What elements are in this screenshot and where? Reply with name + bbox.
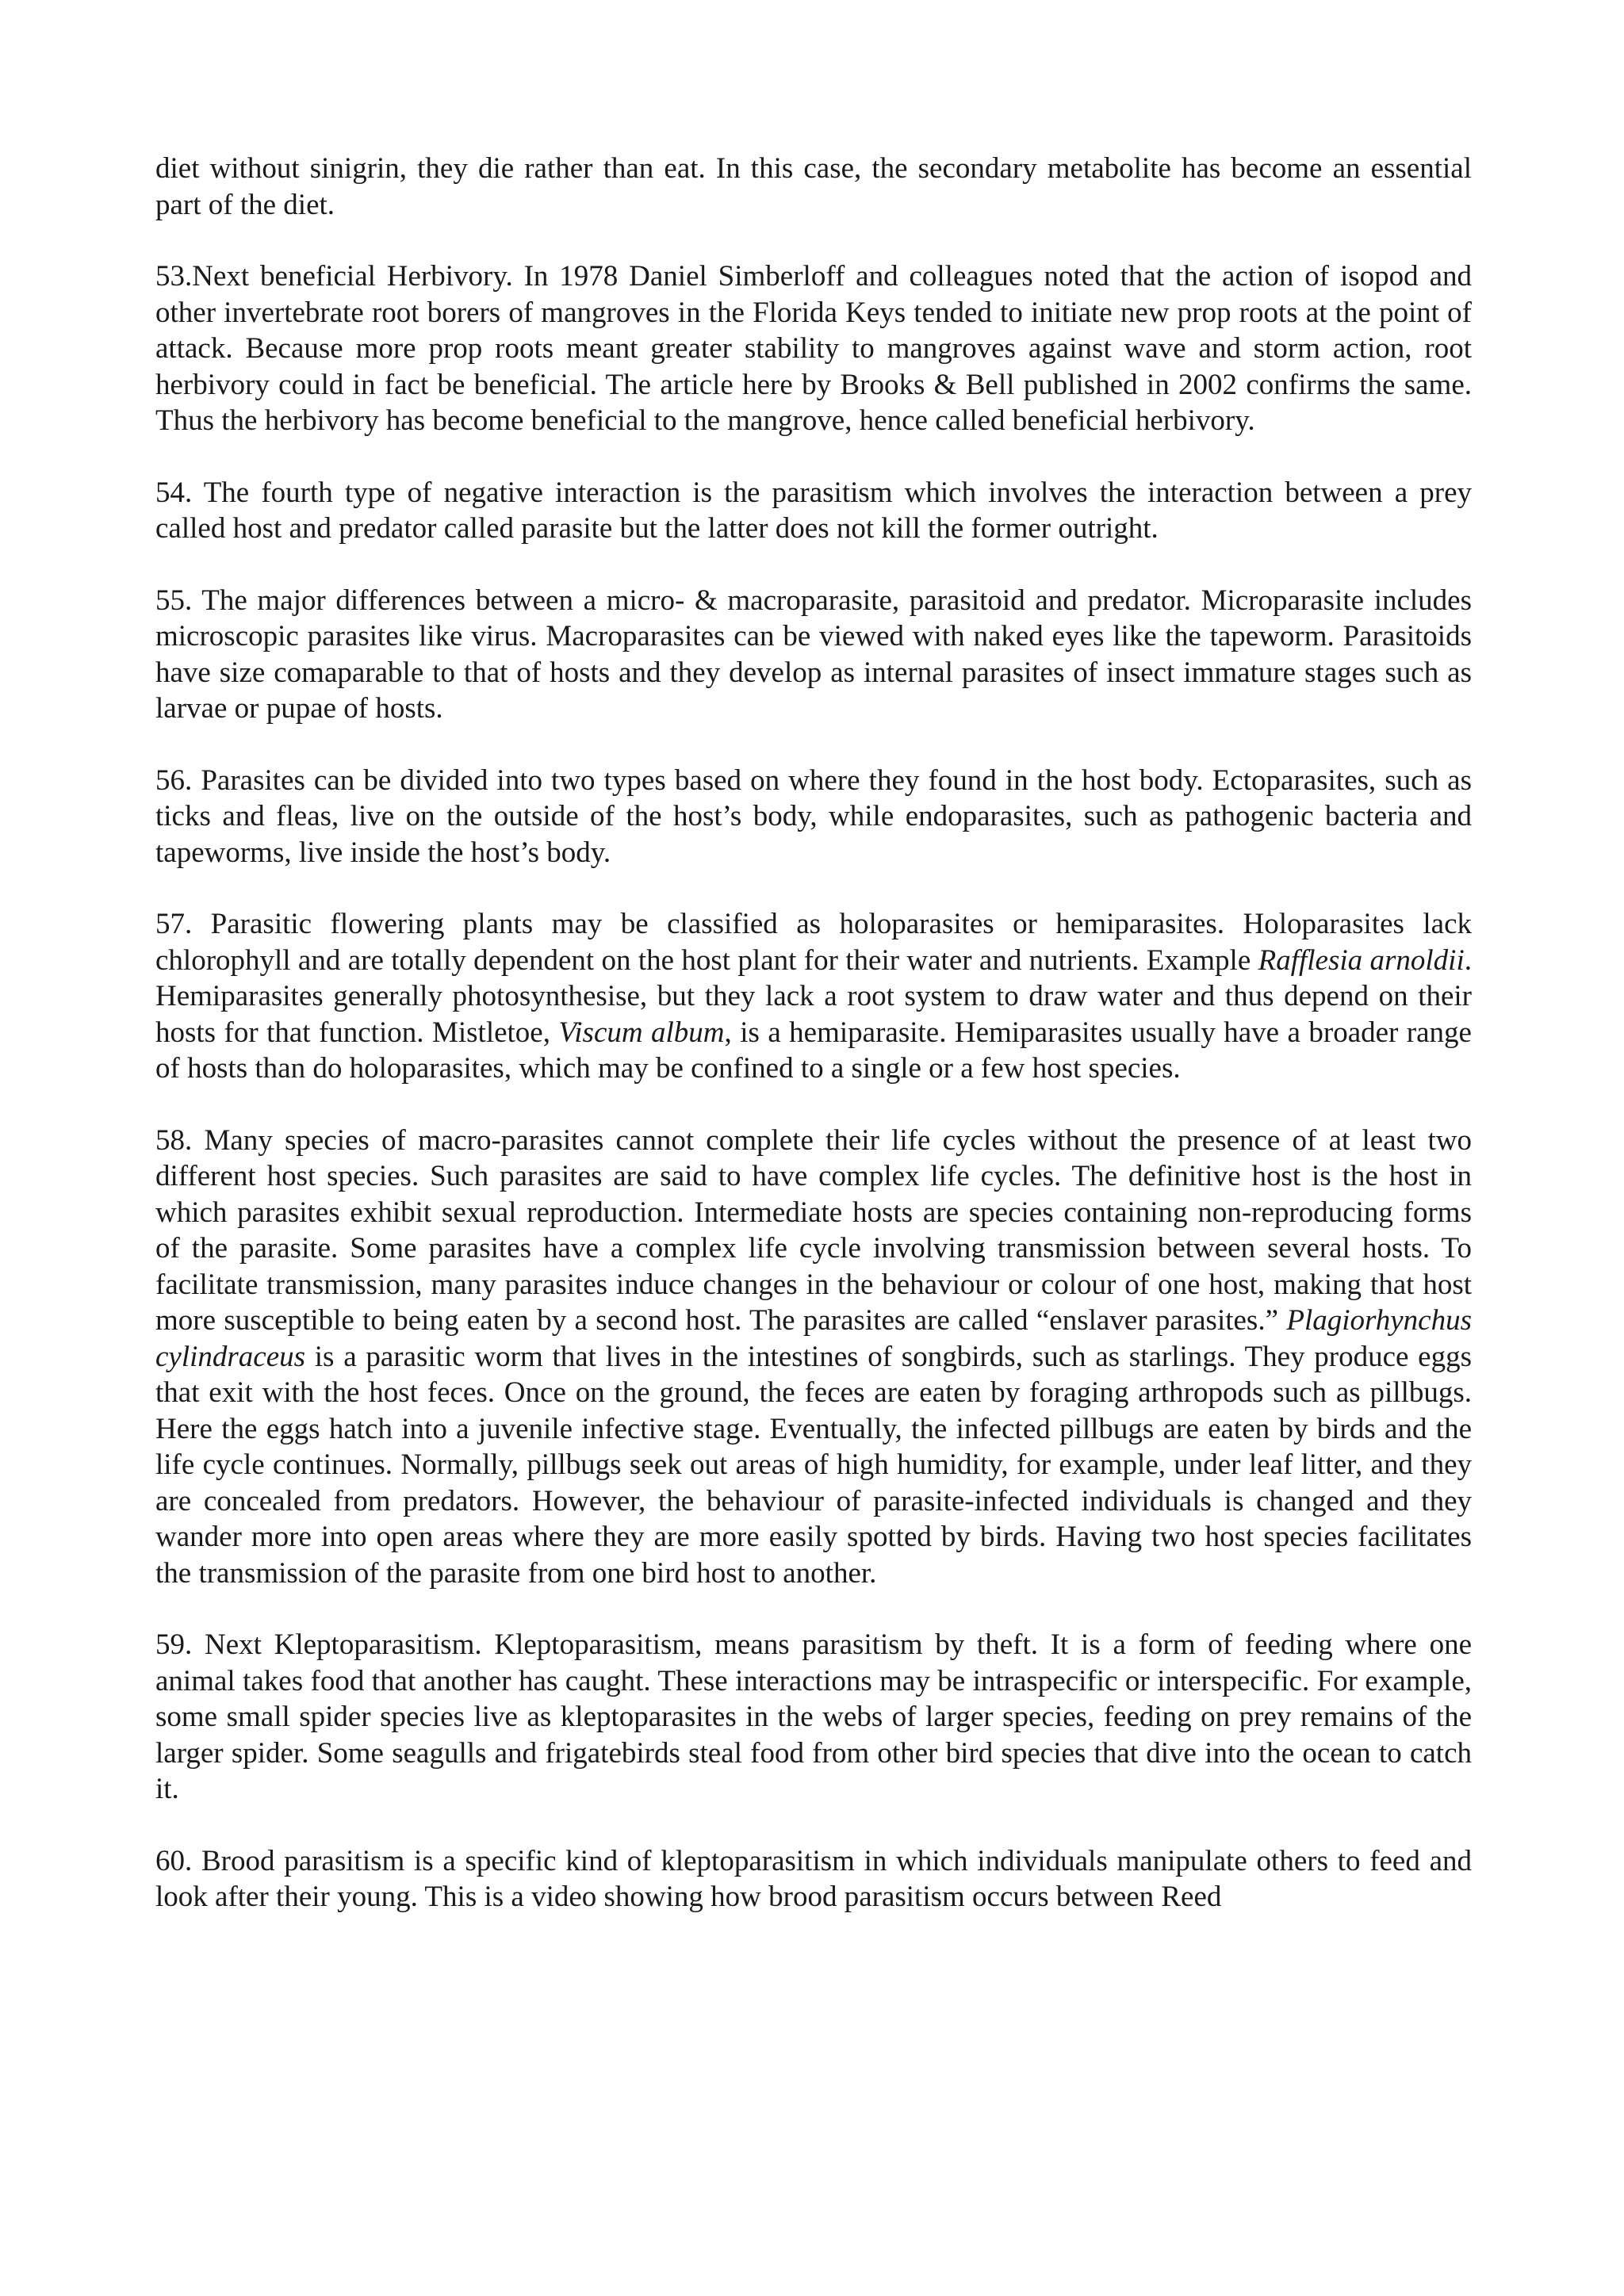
paragraph-53 — [155, 258, 1472, 439]
paragraph-59 — [155, 1627, 1472, 1808]
paragraph-continued — [155, 151, 1472, 223]
paragraph-text: 59. Next Kleptoparasitism. Kleptoparasitism, means parasitism by theft. It is a form of feeding where one animal takes food that another has caught. These interactions may be intraspecific or interspecific. For example, some small spider species live as kleptoparasites in the webs of larger species, feeding on prey remains of the larger spider. Some seagulls and frigatebirds steal food from other bird species that dive into the ocean to catch it. — [155, 1628, 1472, 1805]
paragraph-text: 54. The fourth type of negative interaction is the parasitism which involves the interaction between a prey called host and predator called parasite but the latter does not kill the former outright. — [155, 476, 1472, 545]
paragraph-58 — [155, 1123, 1472, 1592]
paragraph-text: 56. Parasites can be divided into two types based on where they found in the host body. Ectoparasites, such as ticks and fleas, live on the outside of the host’s body, while endoparasites, such as pathogenic bacteria and tapeworms, live inside the host’s body. — [155, 763, 1472, 869]
document-page — [155, 151, 1472, 1951]
paragraph-text: diet without sinigrin, they die rather than eat. In this case, the secondary metabolite has become an essential part of the diet. — [155, 152, 1472, 221]
paragraph-57 — [155, 906, 1472, 1087]
paragraph-text: 60. Brood parasitism is a specific kind of kleptoparasitism in which individuals manipulate others to feed and look after their young. This is a video showing how brood parasitism occurs between Reed — [155, 1844, 1472, 1913]
paragraph-text: 53.Next beneficial Herbivory. In 1978 Daniel Simberloff and colleagues noted that the action of isopod and other invertebrate root borers of mangroves in the Florida Keys tended to initiate new prop roots at the point of attack. Because more prop roots meant greater stability to mangroves against wave and storm action, root herbivory could in fact be beneficial. The article here by Brooks & Bell published in 2002 confirms the same. Thus the herbivory has become beneficial to the mangrove, hence called beneficial herbivory. — [155, 260, 1472, 437]
species-name: Plagiorhynchus cylindraceus — [155, 1304, 1472, 1373]
paragraph-text: is a parasitic worm that lives in the intestines of songbirds, such as starlings. They produce eggs that exit with the host feces. Once on the ground, the feces are eaten by foraging arthropods such as pillbugs. Here the eggs hatch into a juvenile infective stage. Eventually, the infected pillbugs are eaten by birds and the life cycle continues. Normally, pillbugs seek out areas of high humidity, for example, under leaf litter, and they are concealed from predators. However, the behaviour of parasite-infected individuals is changed and they wander more into open areas where they are more easily spotted by birds. Having two host species facilitates the transmission of the parasite from one bird host to another. — [155, 1340, 1472, 1590]
species-name: Rafflesia arnoldii — [1258, 943, 1465, 977]
paragraph-text: 57. Parasitic flowering plants may be classified as holoparasites or hemiparasites. Holoparasites lack chlorophyll and are totally dependent on the host plant for their water and nutrients. Example — [155, 908, 1472, 977]
paragraph-text: 55. The major differences between a micro- & macroparasite, parasitoid and predator. Microparasite includes microscopic parasites like virus. Macroparasites can be viewed with naked eyes like the tapeworm. Parasitoids have size comaparable to that of hosts and they develop as internal parasites of insect immature stages such as larvae or pupae of hosts. — [155, 584, 1472, 725]
paragraph-text: . Hemiparasites generally photosynthesise, but they lack a root system to draw water and thus depend on their hosts for that function. Mistletoe, — [155, 943, 1472, 1049]
species-name: Viscum album — [558, 1016, 725, 1049]
paragraph-55 — [155, 583, 1472, 727]
paragraph-text: 58. Many species of macro-parasites cannot complete their life cycles without the presence of at least two different host species. Such parasites are said to have complex life cycles. The definitive host is the host in which parasites exhibit sexual reproduction. Intermediate hosts are species containing non-reproducing forms of the parasite. Some parasites have a complex life cycle involving transmission between several hosts. To facilitate transmission, many parasites induce changes in the behaviour or colour of one host, making that host more susceptible to being eaten by a second host. The parasites are called “enslaver parasites.” — [155, 1123, 1472, 1337]
paragraph-54 — [155, 475, 1472, 547]
paragraph-text: , is a hemiparasite. Hemiparasites usually have a broader range of hosts than do holoparasites, which may be confined to a single or a few host species. — [155, 1016, 1472, 1085]
paragraph-56 — [155, 763, 1472, 871]
paragraph-60 — [155, 1843, 1472, 1915]
